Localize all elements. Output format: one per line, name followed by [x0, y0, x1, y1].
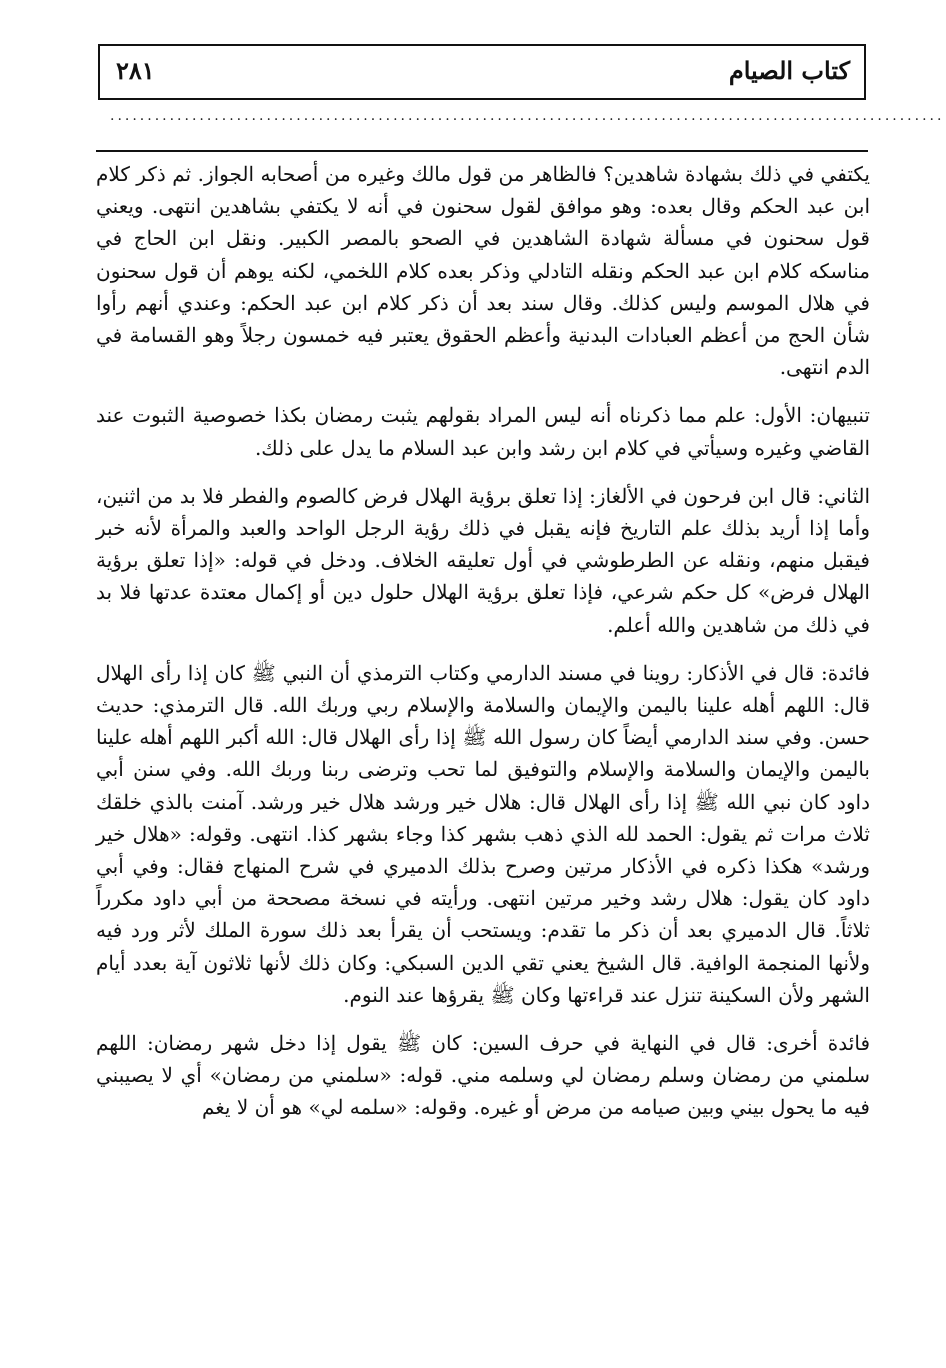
paragraph-1: يكتفي في ذلك بشهادة شاهدين؟ فالظاهر من قول مالك وغيره من أصحابه الجواز. ثم ذكر كلام ابن عبد الحكم وقال بعده: وهو موافق لقول سحنون في أنه لا يكتفي بشاهدين انتهى. ويعني قول سحنون في مسألة شهادة الشاهدين في الصحو بالمصر الكبير. ونقل ابن الحاج في مناسكه كلام ابن عبد الحكم ونقله التادلي وذكر بعده كلام اللخمي، لكنه يوهم أن قول سحنون في هلال الموسم وليس كذلك. وقال سند بعد أن ذكر كلام ابن عبد الحكم: وعندي أنهم رأوا شأن الحج من أعظم العبادات البدنية وأعظم الحقوق يعتبر فيه خمسون رجلاً وهو القسامة في الدم انتهى.	[96, 162, 870, 380]
paragraph-5: فائدة أخرى: قال في النهاية في حرف السين: كان ﷺ يقول إذا دخل شهر رمضان: اللهم سلمني من رمضان وسلم رمضان لي وسلمه مني. قوله: «سلمني من رمضان» أي لا يصيبني فيه ما يحول بيني وبين صيامه من مرض أو غيره. وقوله: «سلمه لي» هو أن لا يغم	[96, 1031, 870, 1120]
chapter-title: كتاب الصيام	[728, 56, 850, 85]
horizontal-rule	[96, 150, 868, 152]
main-text	[96, 158, 870, 1140]
dotted-separator: ................................................................................................................	[110, 108, 945, 124]
paragraph-4: فائدة: قال في الأذكار: روينا في مسند الدارمي وكتاب الترمذي أن النبي ﷺ كان إذا رأى الهلال قال: اللهم أهله علينا باليمن والإيمان والسلامة والإسلام ربي وربك الله. قال الترمذي: حديث حسن. وفي سند الدارمي أيضاً كان رسول الله ﷺ إذا رأى الهلال قال: الله أكبر اللهم أهله علينا باليمن والإيمان والسلامة والإسلام والتوفيق لما تحب وترضى ربنا وربك الله. وفي سنن أبي داود كان نبي الله ﷺ إذا رأى الهلال قال: هلال خير ورشد هلال خير ورشد. آمنت بالذي خلقك ثلاث مرات ثم يقول: الحمد لله الذي ذهب بشهر كذا وجاء بشهر كذا. انتهى. وقوله: «هلال خير ورشد» هكذا ذكره في الأذكار مرتين وصرح بذلك الدميري في شرح المنهاج فقال: وفي أبي داود كان يقول: هلال رشد وخير مرتين انتهى. ورأيته في نسخة مصححة من أبي داود مكرراً ثلاثاً. قال الدميري بعد أن ذكر ما تقدم: ويستحب أن يقرأ بعد ذلك سورة الملك لأثر ورد فيه ولأنها المنجمة الوافية. قال الشيخ يعني تقي الدين السبكي: وكان ذلك لأنها ثلاثون آية بعدد أيام الشهر ولأن السكينة تنزل عند قراءتها وكان ﷺ يقرؤها عند النوم.	[96, 660, 870, 1007]
page-number: ٢٨١	[116, 56, 155, 85]
page-header	[98, 44, 866, 100]
paragraph-2: تنبيهان: الأول: علم مما ذكرناه أنه ليس المراد بقولهم يثبت رمضان بكذا خصوصية الثبوت عند القاضي وغيره وسيأتي في كلام ابن رشد وابن عبد السلام ما يدل على ذلك.	[96, 403, 870, 460]
paragraph-3: الثاني: قال ابن فرحون في الألغاز: إذا تعلق برؤية الهلال فرض كالصوم والفطر فلا بد من اثنين، وأما إذا أريد بذلك علم التاريخ فإنه يقبل في ذلك رؤية الرجل الواحد والعبد والمرأة لأنه خبر فيقبل منهم، ونقله عن الطرطوشي في أول تعليقه الخلاف. ودخل في قوله: «إذا تعلق برؤية الهلال فرض» كل حكم شرعي، فإذا تعلق برؤية الهلال حلول دين أو إكمال معتدة عدتها فلا بد في ذلك من شاهدين والله أعلم.	[96, 483, 870, 637]
